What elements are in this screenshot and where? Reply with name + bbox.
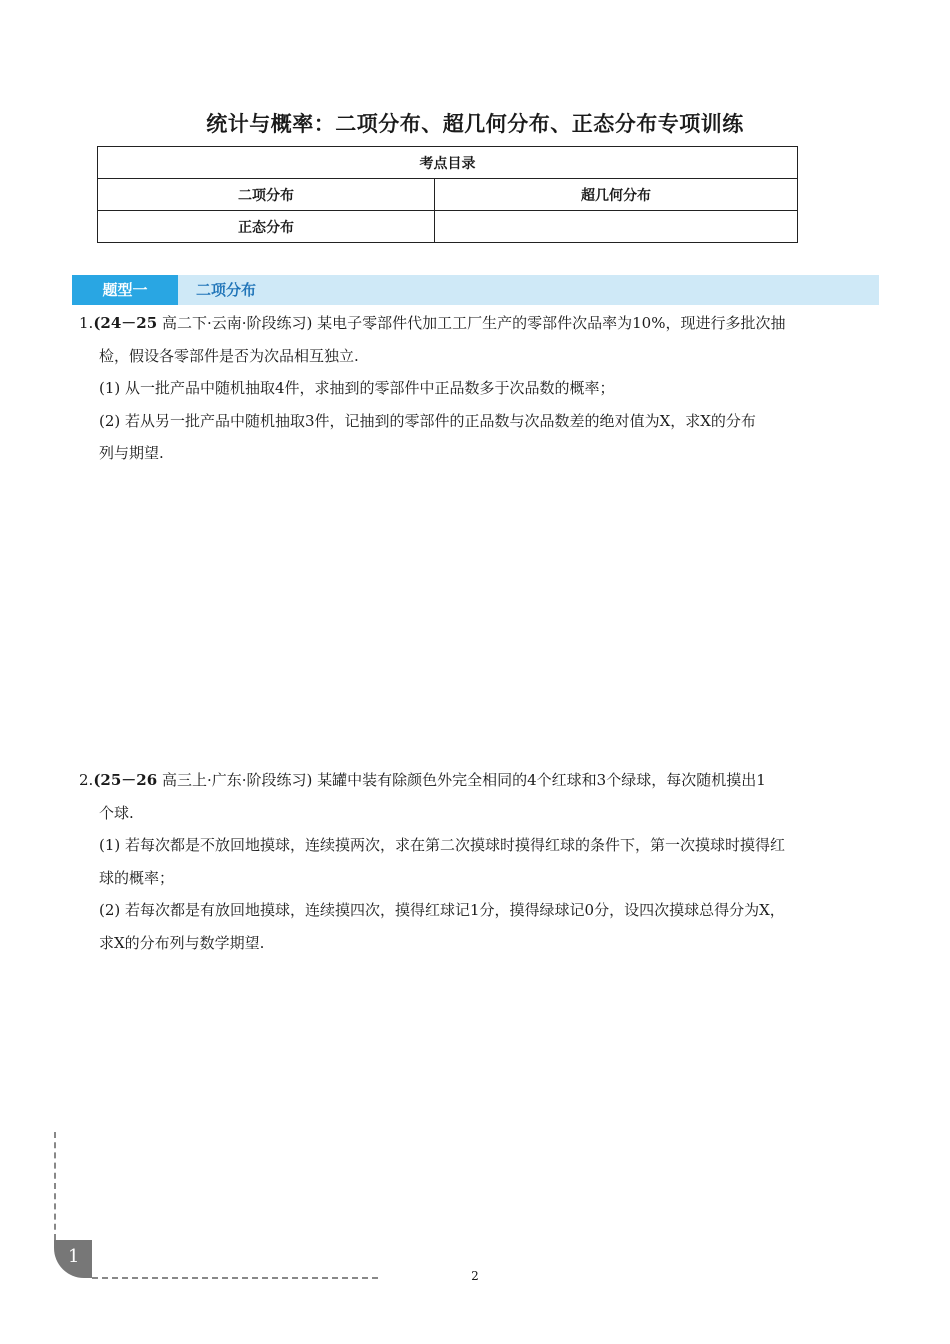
question-text: 检，假设各零部件是否为次品相互独立.: [99, 346, 359, 365]
section-name: 二项分布: [196, 281, 257, 299]
page-title: 统计与概率：二项分布、超几何分布、正态分布专项训练: [206, 112, 744, 136]
question-part-1: (1) 从一批产品中随机抽取4件，求抽到的零部件中正品数多于次品数的概率；: [99, 379, 615, 397]
question-number: 2.: [79, 771, 94, 789]
toc-table: [97, 146, 798, 243]
question-part-2: (2) 若每次都是有放回地摸球，连续摸四次，摸得红球记1分，摸得绿球记0分，设四次摸球总得分为X，: [99, 901, 785, 919]
question-part-1: (1) 若每次都是不放回地摸球，连续摸两次，求在第二次摸球时摸得红球的条件下，第一次摸球时摸得红: [99, 836, 786, 854]
question-part-1-cont: 球的概率；: [99, 868, 175, 887]
question-text: 某电子零部件代加工工厂生产的零部件次品率为10%，现进行多批次抽: [312, 314, 786, 332]
question-1: [79, 307, 884, 470]
toc-item-empty: [435, 211, 798, 243]
question-text: 某罐中装有除颜色外完全相同的4个红球和3个绿球，每次随机摸出1: [312, 771, 766, 789]
question-text: 个球.: [99, 803, 134, 822]
table-row: [98, 211, 798, 243]
page-number: 2: [471, 1269, 479, 1283]
question-2: [79, 764, 884, 959]
question-source: (24－25: [93, 314, 158, 332]
table-row: [98, 179, 798, 211]
toc-header: 考点目录: [98, 147, 798, 179]
question-part-2-cont: 求X的分布列与数学期望.: [99, 933, 265, 952]
question-source: (25－26: [93, 771, 158, 789]
toc-header-row: [98, 147, 798, 179]
section-tag: 题型一: [72, 275, 178, 305]
question-source-rest: 高二下·云南·阶段练习): [157, 314, 313, 332]
question-source-rest: 高三上·广东·阶段练习): [157, 771, 313, 789]
toc-item: 二项分布: [98, 179, 435, 211]
question-number: 1.: [79, 314, 94, 332]
section-header-bar: [72, 275, 879, 305]
question-part-2: (2) 若从另一批产品中随机抽取3件，记抽到的零部件的正品数与次品数差的绝对值为X，求X的分布: [99, 411, 756, 430]
toc-item: 正态分布: [98, 211, 435, 243]
toc-item: 超几何分布: [435, 179, 798, 211]
question-part-2-cont: 列与期望.: [99, 444, 164, 462]
margin-page-tab: 1: [54, 1240, 92, 1278]
margin-dashed-line-vertical: [54, 1132, 56, 1240]
